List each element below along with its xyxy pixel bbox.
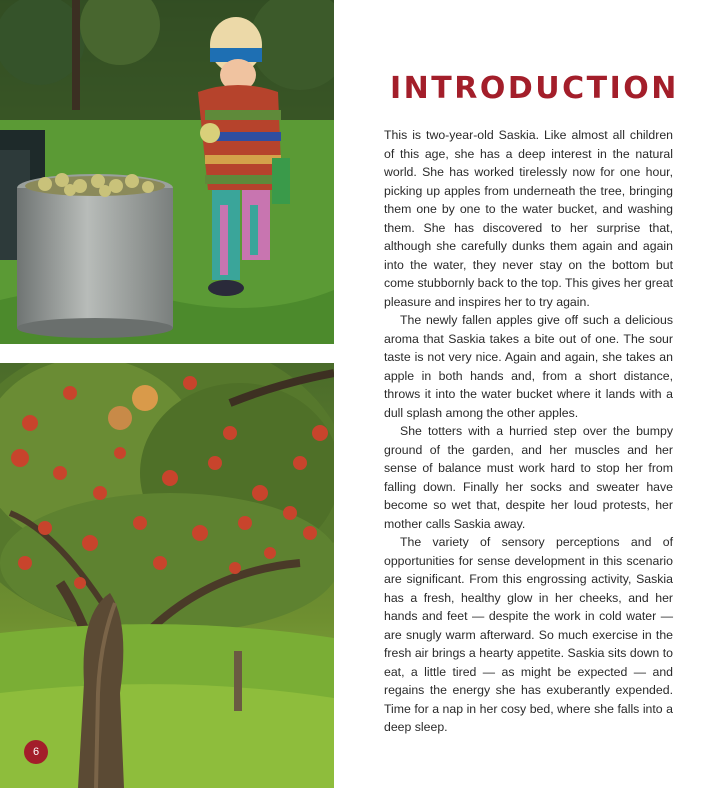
paragraph: This is two-year-old Saskia. Like almost all children of this age, she has a deep interest in the natural world. She has worked tirelessly now for one hour, picking up apples from underneath the tree, bringing them one by one to the water bucket, and washing them. She has discovered to her surprise that, although she carefully dunks them again and again into the water, they never stay on the bottom but come stubbornly back to the top. This gives her great pleasure and inspires her to try again.: [384, 128, 673, 309]
text-column: [384, 70, 679, 737]
paragraph: The newly fallen apples give off such a delicious aroma that Saskia takes a bite out of one. The sour taste is not very nice. Again and again, she takes an apple in both hands and, from a short distance, throws it into the water bucket where it lands with a dull splash among the other apples.: [384, 313, 673, 420]
paragraph: The variety of sensory perceptions and of opportunities for sense development in this scenario are significant. From this engrossing activity, Saskia has a fresh, healthy glow in her cheeks, and her hands and feet — despite the work in cold water — are snugly warm afterward. So much exercise in the fresh air brings a hearty appetite. Saskia sits down to eat, a little tired — as might be expected — and regains the energy she has exuberantly expended. Time for a nap in her cosy bed, where she falls into a deep sleep.: [384, 535, 673, 734]
body-text: [384, 126, 673, 737]
paragraph: She totters with a hurried step over the bumpy ground of the garden, and her muscles and her sense of balance must work hard to stop her from falling down. Finally her socks and sweater have become so wet that, despite her loud protests, her mother calls Saskia away.: [384, 424, 673, 531]
page-title: INTRODUCTION: [390, 71, 679, 106]
page-number-badge: 6: [24, 740, 48, 764]
photo-apple-tree: [0, 363, 334, 788]
photo-child-washing-apples: [0, 0, 334, 344]
